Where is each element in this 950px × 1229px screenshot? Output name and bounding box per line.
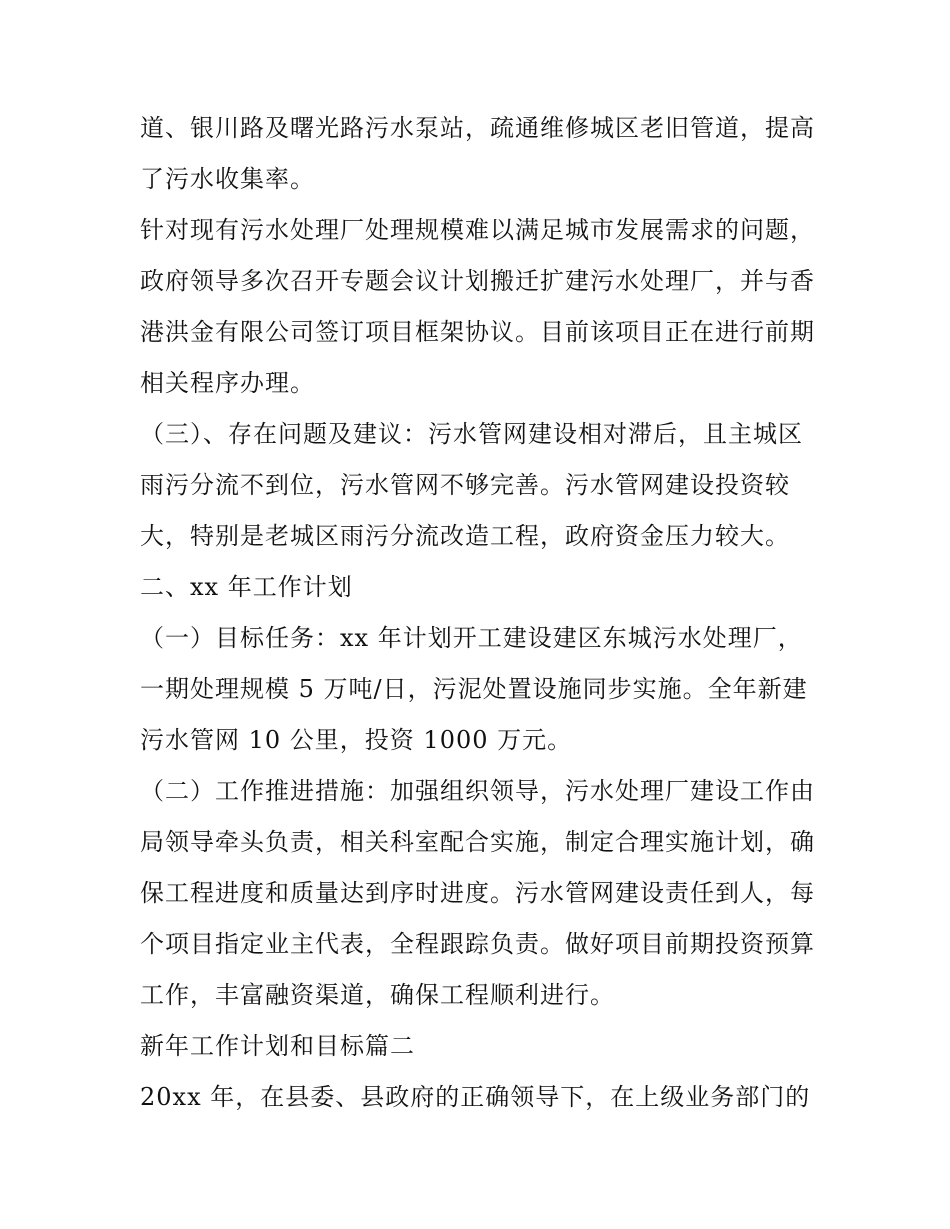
text-line: 局领导牵头负责，相关科室配合实施，制定合理实施计划，确 bbox=[140, 828, 815, 856]
text-line: 一期处理规模 5 万吨/日，污泥处置设施同步实施。全年新建 bbox=[140, 675, 808, 703]
text-line: 针对现有污水处理厂处理规模难以满足城市发展需求的问题， bbox=[140, 216, 815, 244]
text-line: 20xx 年，在县委、县政府的正确领导下，在上级业务部门的 bbox=[140, 1083, 811, 1111]
text-line: 港洪金有限公司签订项目框架协议。目前该项目正在进行前期 bbox=[140, 318, 815, 346]
text-line: 保工程进度和质量达到序时进度。污水管网建设责任到人，每 bbox=[140, 879, 815, 907]
text-line: （三）、存在问题及建议：污水管网建设相对滞后，且主城区 bbox=[140, 420, 803, 448]
text-line: 道、银川路及曙光路污水泵站，疏通维修城区老旧管道，提高 bbox=[140, 114, 815, 142]
text-line: 了污水收集率。 bbox=[140, 165, 315, 193]
text-line: 雨污分流不到位，污水管网不够完善。污水管网建设投资较 bbox=[140, 471, 790, 499]
text-line: 政府领导多次召开专题会议计划搬迁扩建污水处理厂，并与香 bbox=[140, 267, 815, 295]
section-heading: 二、xx 年工作计划 bbox=[140, 573, 353, 601]
text-line: （一）目标任务：xx 年计划开工建设建区东城污水处理厂， bbox=[140, 624, 803, 652]
text-line: 工作，丰富融资渠道，确保工程顺利进行。 bbox=[140, 981, 615, 1009]
text-line: 相关程序办理。 bbox=[140, 369, 315, 397]
text-line: （二）工作推进措施：加强组织领导，污水处理厂建设工作由 bbox=[140, 777, 815, 805]
text-line: 个项目指定业主代表，全程跟踪负责。做好项目前期投资预算 bbox=[140, 930, 815, 958]
text-line: 污水管网 10 公里，投资 1000 万元。 bbox=[140, 726, 573, 754]
text-line: 大，特别是老城区雨污分流改造工程，政府资金压力较大。 bbox=[140, 522, 790, 550]
section-title: 新年工作计划和目标篇二 bbox=[140, 1032, 415, 1060]
